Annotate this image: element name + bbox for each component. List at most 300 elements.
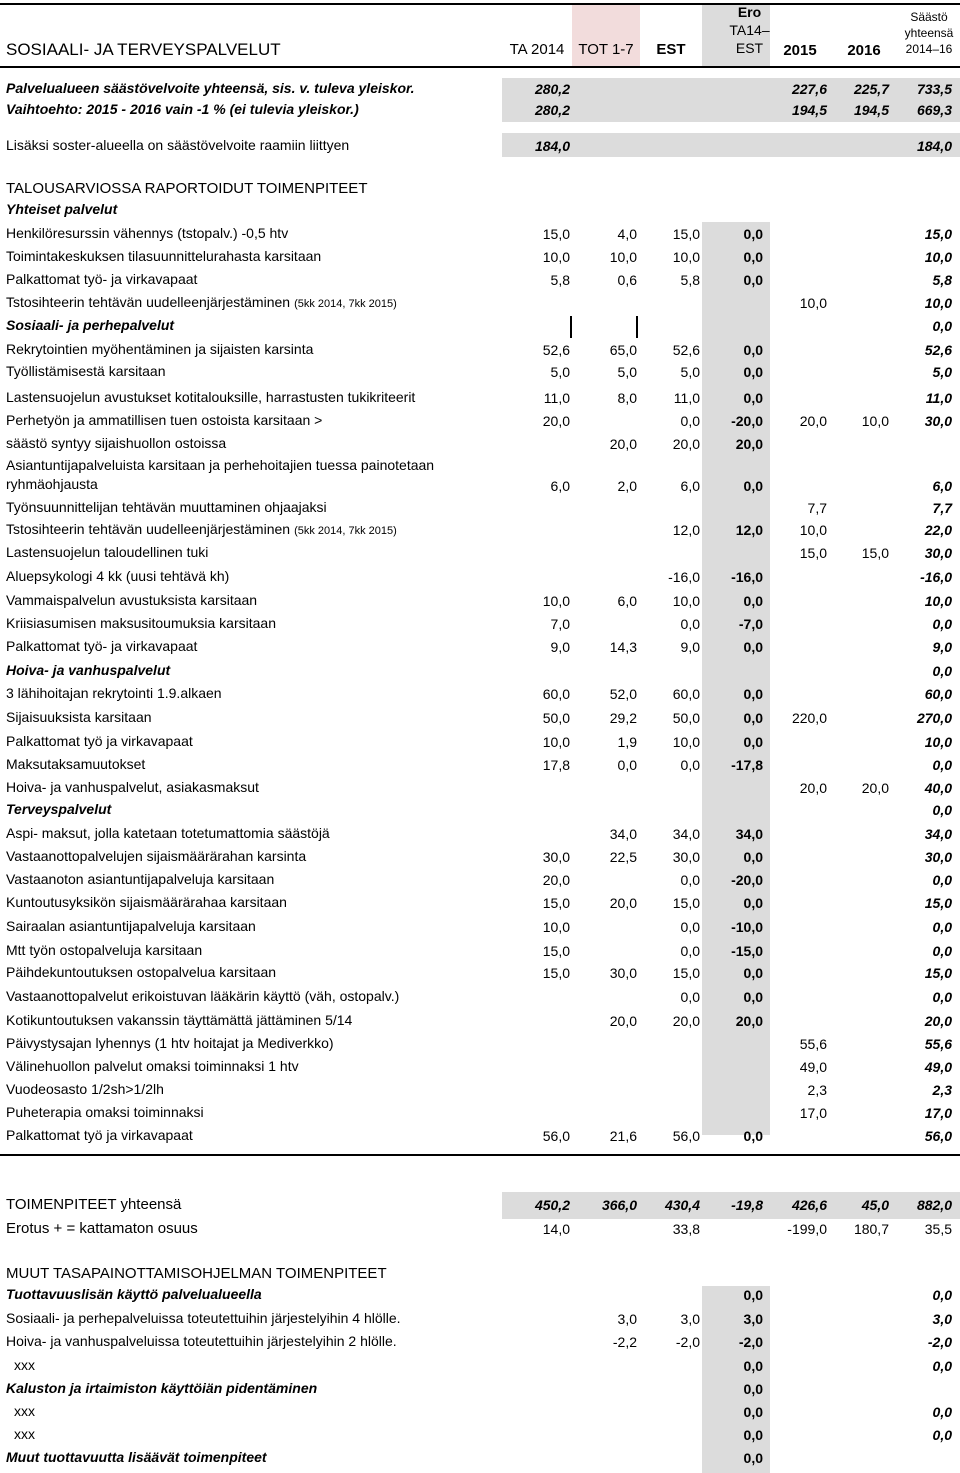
row-label xyxy=(6,137,349,153)
cell-value: 15,0 xyxy=(542,943,570,959)
row-label xyxy=(6,1333,397,1349)
row-label xyxy=(6,709,152,725)
cell-value: 17,8 xyxy=(542,757,570,773)
cell-value: -16,0 xyxy=(731,569,763,585)
cell-value: 5,0 xyxy=(550,364,570,380)
cell-value: 0,0 xyxy=(932,919,952,935)
row-label xyxy=(6,779,259,795)
cell-value: 15,0 xyxy=(924,895,952,911)
table-row xyxy=(0,756,960,776)
row-label xyxy=(6,1265,387,1282)
cell-value: 30,0 xyxy=(672,849,700,865)
row-label-text: Sosiaali- ja perhepalveluissa toteutettuihin järjestelyihin 4 hlölle. xyxy=(6,1310,401,1326)
row-label-text: 3 lähihoitajan rekrytointi 1.9.alkaen xyxy=(6,685,222,701)
row-label xyxy=(6,363,166,379)
table-row xyxy=(0,662,960,682)
row-label-text: Kriisiasumisen maksusitoumuksia karsitaan xyxy=(6,615,276,631)
cell-value: 20,0 xyxy=(735,1013,763,1029)
cell-value: 0,0 xyxy=(680,989,700,1005)
table-row xyxy=(0,271,960,291)
table-row xyxy=(0,894,960,914)
cell-value: 22,0 xyxy=(924,522,952,538)
cell-value: 0,0 xyxy=(743,1128,763,1144)
row-label xyxy=(6,389,415,405)
cell-value: 2,3 xyxy=(807,1082,827,1098)
table-row xyxy=(0,1081,960,1101)
cell-value: 10,0 xyxy=(861,413,889,429)
cell-value: 669,3 xyxy=(916,102,952,118)
cell-value: 0,0 xyxy=(743,226,763,242)
cell-value: 0,0 xyxy=(680,872,700,888)
row-label xyxy=(6,317,174,333)
cell-value: 0,0 xyxy=(680,943,700,959)
row-label-text: säästö syntyy sijaishuollon ostoissa xyxy=(6,435,227,451)
cell-value: 10,0 xyxy=(542,734,570,750)
cell-value: 0,0 xyxy=(932,318,952,334)
cell-value: 33,8 xyxy=(672,1221,700,1237)
cell-value: -2,2 xyxy=(612,1334,637,1350)
cell-value: 7,7 xyxy=(807,500,827,516)
row-label xyxy=(6,685,222,701)
cell-value: 60,0 xyxy=(542,686,570,702)
row-label-text: Tstosihteerin tehtävän uudelleenjärjestäminen xyxy=(6,521,291,537)
table-row xyxy=(0,1357,960,1377)
table-row xyxy=(0,435,960,455)
row-label xyxy=(6,456,506,494)
row-label-text: Perhetyön ja ammatillisen tuen ostoista karsitaan > xyxy=(6,412,323,428)
row-label-text: Kuntoutusyksikön sijaismäärärahaa karsitaan xyxy=(6,894,287,910)
table-row xyxy=(0,848,960,868)
cell-value: 5,0 xyxy=(617,364,637,380)
row-label-text: Terveyspalvelut xyxy=(6,801,112,817)
table-row xyxy=(0,871,960,891)
row-label-text: Rekrytointien myöhentäminen ja sijaisten karsinta xyxy=(6,341,314,357)
cell-value: 30,0 xyxy=(924,413,952,429)
cell-value: 15,0 xyxy=(542,895,570,911)
cell-value: 180,7 xyxy=(853,1221,889,1237)
table-row xyxy=(0,1058,960,1078)
row-label xyxy=(6,1035,334,1051)
cell-value: 225,7 xyxy=(853,81,889,97)
cell-value: 30,0 xyxy=(542,849,570,865)
cell-value: 21,6 xyxy=(609,1128,637,1144)
row-label xyxy=(6,1058,299,1074)
table-row xyxy=(0,389,960,409)
cell-value: -19,8 xyxy=(731,1197,763,1213)
row-label xyxy=(6,80,415,96)
cell-value: 55,6 xyxy=(924,1036,952,1052)
cell-value: 11,0 xyxy=(925,390,952,406)
cell-value: 30,0 xyxy=(609,965,637,981)
row-label xyxy=(6,1012,352,1028)
cell-value: 280,2 xyxy=(534,81,570,97)
row-label-text: Tstosihteerin tehtävän uudelleenjärjestäminen xyxy=(6,294,291,310)
cell-value: 0,6 xyxy=(617,272,637,288)
col-saasto-3: 2014–16 xyxy=(905,42,953,56)
row-label-text: Muut tuottavuutta lisäävät toimenpiteet xyxy=(6,1449,267,1465)
cell-value: 20,0 xyxy=(609,1013,637,1029)
cell-value: 6,0 xyxy=(932,478,952,494)
cell-value: 15,0 xyxy=(542,965,570,981)
row-label xyxy=(6,662,170,678)
cell-value: -2,0 xyxy=(738,1334,763,1350)
table-row xyxy=(0,1449,960,1469)
row-label-text: TALOUSARVIOSSA RAPORTOIDUT TOIMENPITEET xyxy=(6,180,368,197)
table-row xyxy=(0,412,960,432)
cell-value: 12,0 xyxy=(735,522,763,538)
row-label xyxy=(14,1403,35,1419)
row-label xyxy=(6,1104,204,1120)
cell-value: 34,0 xyxy=(672,826,700,842)
row-label xyxy=(14,1426,35,1442)
table-row xyxy=(0,521,960,541)
cell-value: 0,0 xyxy=(680,616,700,632)
row-label xyxy=(6,544,208,560)
cell-value: 366,0 xyxy=(601,1197,637,1213)
cell-value: 52,0 xyxy=(609,686,637,702)
cell-value: 10,0 xyxy=(924,295,952,311)
cell-value: 50,0 xyxy=(672,710,700,726)
cell-value: 55,6 xyxy=(799,1036,827,1052)
section-rule xyxy=(0,1154,960,1156)
col-ero-2: TA14– xyxy=(729,22,770,38)
row-label xyxy=(6,568,229,584)
cell-value: 56,0 xyxy=(542,1128,570,1144)
row-label-text: Vuodeosasto 1/2sh>1/2lh xyxy=(6,1081,164,1097)
row-label-text: Yhteiset palvelut xyxy=(6,201,118,217)
cell-value: 3,0 xyxy=(680,1311,700,1327)
cell-value: 20,0 xyxy=(799,780,827,796)
row-label-text: Kotikuntoutuksen vakanssin täyttämättä jättäminen 5/14 xyxy=(6,1012,353,1028)
cell-value: 20,0 xyxy=(609,895,637,911)
row-label-text: Palvelualueen säästövelvoite yhteensä, sis. v. tuleva yleiskor. xyxy=(6,80,415,96)
row-label xyxy=(6,435,226,451)
cell-value: 10,0 xyxy=(672,249,700,265)
cell-value: 34,0 xyxy=(609,826,637,842)
table-row xyxy=(0,918,960,938)
table-row xyxy=(0,1220,960,1240)
table-row xyxy=(0,942,960,962)
row-label xyxy=(6,638,197,654)
cell-value: 280,2 xyxy=(534,102,570,118)
cell-value: 0,0 xyxy=(743,734,763,750)
cell-value: 194,5 xyxy=(791,102,827,118)
cell-value: 60,0 xyxy=(672,686,700,702)
row-label-note: (5kk 2014, 7kk 2015) xyxy=(294,298,397,310)
row-label xyxy=(6,801,111,817)
cell-value: 450,2 xyxy=(534,1197,570,1213)
cell-value: 8,0 xyxy=(617,390,637,406)
row-label xyxy=(6,1196,181,1213)
cell-value: 0,0 xyxy=(743,364,763,380)
row-label xyxy=(6,1310,401,1326)
row-label-text: Lastensuojelun taloudellinen tuki xyxy=(6,544,209,560)
cell-value: 2,0 xyxy=(617,478,637,494)
row-label xyxy=(6,521,397,537)
cell-value: 9,0 xyxy=(932,639,952,655)
row-label-text: Kaluston ja irtaimiston käyttöiän pidentäminen xyxy=(6,1380,318,1396)
cell-value: -16,0 xyxy=(920,569,952,585)
table-row xyxy=(0,709,960,729)
table-row xyxy=(0,294,960,314)
table-row xyxy=(0,1035,960,1055)
cell-value: 35,5 xyxy=(924,1221,952,1237)
table-row xyxy=(0,363,960,383)
cell-value: -7,0 xyxy=(738,616,763,632)
row-label-text: Sosiaali- ja perhepalvelut xyxy=(6,317,175,333)
cell-value: 0,0 xyxy=(743,1381,763,1397)
table-row xyxy=(0,733,960,753)
row-label xyxy=(6,1127,193,1143)
table-row xyxy=(0,825,960,845)
cell-value: 60,0 xyxy=(924,686,952,702)
cell-value: -10,0 xyxy=(731,919,763,935)
cell-value: 5,0 xyxy=(680,364,700,380)
cell-value: 34,0 xyxy=(735,826,763,842)
table-row xyxy=(0,101,960,121)
table-row xyxy=(0,685,960,705)
cell-value: 14,3 xyxy=(609,639,637,655)
cell-value: 30,0 xyxy=(924,849,952,865)
cell-value: 30,0 xyxy=(924,545,952,561)
row-label xyxy=(6,1081,164,1097)
cell-value: 15,0 xyxy=(924,226,952,242)
row-label-text: xxx xyxy=(14,1403,35,1419)
cell-value: -20,0 xyxy=(731,872,763,888)
cell-value: 5,8 xyxy=(680,272,700,288)
row-label xyxy=(6,964,276,980)
cell-value: 5,8 xyxy=(932,272,952,288)
col-tot: TOT 1-7 xyxy=(578,41,634,58)
row-label-text: Palkattomat työ ja virkavapaat xyxy=(6,1127,193,1143)
row-label-text: Hoiva- ja vanhuspalvelut, asiakasmaksut xyxy=(6,779,259,795)
cell-value: 6,0 xyxy=(550,478,570,494)
cell-value: 5,8 xyxy=(550,272,570,288)
row-label-text: Aspi- maksut, jolla katetaan totetumattomia säästöjä xyxy=(6,825,330,841)
cell-value: 0,0 xyxy=(932,1404,952,1420)
cell-value: 15,0 xyxy=(672,965,700,981)
row-label-text: Päihdekuntoutuksen ostopalvelua karsitaan xyxy=(6,964,277,980)
row-label-text: Hoiva- ja vanhuspalvelut xyxy=(6,662,171,678)
row-label-text: Vaihtoehto: 2015 - 2016 vain -1 % (ei tulevia yleiskor.) xyxy=(6,101,359,117)
cell-value: 45,0 xyxy=(861,1197,889,1213)
cell-value: 10,0 xyxy=(799,295,827,311)
col-saasto-2: yhteensä xyxy=(904,26,954,40)
row-label-text: Sairaalan asiantuntijapalveluja karsitaan xyxy=(6,918,256,934)
row-label-text: Lastensuojelun avustukset kotitalouksille, harrastusten tukikriteerit xyxy=(6,389,416,405)
table-row xyxy=(0,248,960,268)
cell-value: 9,0 xyxy=(680,639,700,655)
cell-value: 10,0 xyxy=(672,734,700,750)
table-row xyxy=(0,180,960,200)
cell-value: 0,0 xyxy=(932,1427,952,1443)
cell-value: 52,6 xyxy=(542,342,570,358)
cell-value: 0,0 xyxy=(743,342,763,358)
cell-value: 20,0 xyxy=(672,1013,700,1029)
cell-value: 20,0 xyxy=(672,436,700,452)
table-row xyxy=(0,1403,960,1423)
row-label xyxy=(6,271,197,287)
row-label xyxy=(6,1449,267,1465)
row-label-text: Päivystysajan lyhennys (1 htv hoitajat ja Mediverkko) xyxy=(6,1035,334,1051)
table-row xyxy=(0,779,960,799)
cell-value: 20,0 xyxy=(542,872,570,888)
row-label-text: Työnsuunnittelijan tehtävän muuttaminen ohjaajaksi xyxy=(6,499,327,515)
row-label xyxy=(6,341,313,357)
cell-value: 0,0 xyxy=(932,1287,952,1303)
cell-value: 34,0 xyxy=(924,826,952,842)
row-label xyxy=(6,225,288,241)
cell-value: 10,0 xyxy=(609,249,637,265)
col-est: EST xyxy=(656,41,686,58)
cell-value: 0,0 xyxy=(743,478,763,494)
cell-value: 15,0 xyxy=(672,895,700,911)
table-row xyxy=(0,615,960,635)
cell-value: 3,0 xyxy=(743,1311,763,1327)
row-label xyxy=(6,592,257,608)
cell-value: 0,0 xyxy=(743,593,763,609)
cell-value: 2,3 xyxy=(932,1082,952,1098)
row-label xyxy=(14,1357,35,1373)
row-label-text: Välinehuollon palvelut omaksi toiminnaksi 1 htv xyxy=(6,1058,299,1074)
row-label xyxy=(6,848,306,864)
row-label xyxy=(6,942,202,958)
row-label-text: Tuottavuuslisän käyttö palvelualueella xyxy=(6,1286,262,1302)
cell-value: -17,8 xyxy=(731,757,763,773)
row-label-text: TOIMENPITEET yhteensä xyxy=(6,1196,182,1213)
row-label xyxy=(6,1380,317,1396)
table-row xyxy=(0,1012,960,1032)
cell-value: 6,0 xyxy=(617,593,637,609)
cell-value: 0,0 xyxy=(932,757,952,773)
row-label xyxy=(6,988,399,1004)
row-label-text: Palkattomat työ- ja virkavapaat xyxy=(6,638,198,654)
row-label-text: Vastaanottopalvelut erikoistuvan lääkärin käyttö (väh, ostopalv.) xyxy=(6,988,400,1004)
row-label xyxy=(6,894,287,910)
cell-value: 15,0 xyxy=(924,965,952,981)
row-label xyxy=(6,248,321,264)
cell-value: -15,0 xyxy=(731,943,763,959)
cell-value: 56,0 xyxy=(924,1128,952,1144)
table-row xyxy=(0,201,960,221)
cell-value: 0,0 xyxy=(680,757,700,773)
cell-value: 0,0 xyxy=(743,965,763,981)
table-row xyxy=(0,1380,960,1400)
cell-value: 17,0 xyxy=(924,1105,952,1121)
cell-value: 270,0 xyxy=(916,710,952,726)
table-row xyxy=(0,457,960,494)
row-label-text: Sijaisuuksista karsitaan xyxy=(6,709,152,725)
row-label xyxy=(6,412,322,428)
cell-value: 0,0 xyxy=(743,272,763,288)
cell-value: 10,0 xyxy=(924,249,952,265)
cell-value: 0,0 xyxy=(743,249,763,265)
cell-value: 0,0 xyxy=(743,1427,763,1443)
row-label xyxy=(6,294,397,310)
row-label-text: Palkattomat työ ja virkavapaat xyxy=(6,733,193,749)
cell-value: 194,5 xyxy=(853,102,889,118)
row-label-text: Lisäksi soster-alueella on säästövelvoite raamiin liittyen xyxy=(6,137,350,153)
cell-value: 49,0 xyxy=(924,1059,952,1075)
cell-value: 20,0 xyxy=(861,780,889,796)
table-row xyxy=(0,544,960,564)
row-label xyxy=(6,756,145,772)
cell-value: 184,0 xyxy=(916,138,952,154)
cell-value: 0,0 xyxy=(932,802,952,818)
cell-value: 56,0 xyxy=(672,1128,700,1144)
row-label-text: xxx xyxy=(14,1357,35,1373)
cell-value: -20,0 xyxy=(731,413,763,429)
cell-value: 426,6 xyxy=(791,1197,827,1213)
cell-value: 220,0 xyxy=(791,710,827,726)
cell-value: 0,0 xyxy=(743,895,763,911)
cell-value: 4,0 xyxy=(617,226,637,242)
cell-value: 0,0 xyxy=(932,872,952,888)
table-row xyxy=(0,1265,960,1285)
table-row xyxy=(0,1310,960,1330)
cell-value: 882,0 xyxy=(916,1197,952,1213)
table-row xyxy=(0,801,960,821)
cell-value: 15,0 xyxy=(672,226,700,242)
cell-value: 0,0 xyxy=(743,390,763,406)
cell-value: 0,0 xyxy=(743,639,763,655)
row-label-text: Maksutaksamuutokset xyxy=(6,756,146,772)
col-ta2014: TA 2014 xyxy=(509,41,565,58)
table-row xyxy=(0,1127,960,1147)
row-label-text: MUUT TASAPAINOTTAMISOHJELMAN TOIMENPITEET xyxy=(6,1265,387,1282)
cell-value: 227,6 xyxy=(791,81,827,97)
cell-value: 0,0 xyxy=(932,616,952,632)
row-label-text: Erotus + = kattamaton osuus xyxy=(6,1220,198,1237)
row-label-note: (5kk 2014, 7kk 2015) xyxy=(294,525,397,537)
cell-value: 184,0 xyxy=(534,138,570,154)
table-row xyxy=(0,80,960,100)
table-header xyxy=(0,0,960,66)
cell-value: 1,9 xyxy=(617,734,637,750)
page-title: SOSIAALI- JA TERVEYSPALVELUT xyxy=(6,40,281,59)
row-label xyxy=(6,825,330,841)
cell-value: 50,0 xyxy=(542,710,570,726)
table-row xyxy=(0,317,960,337)
col-2015: 2015 xyxy=(783,42,817,59)
cell-value: 3,0 xyxy=(932,1311,952,1327)
cell-value: -199,0 xyxy=(787,1221,827,1237)
table-row xyxy=(0,137,960,157)
cell-value: 65,0 xyxy=(609,342,637,358)
cell-value: 10,0 xyxy=(542,249,570,265)
cell-value: 15,0 xyxy=(861,545,889,561)
row-label-text: Henkilöresurssin vähennys (tstopalv.) -0,5 htv xyxy=(6,225,289,241)
cell-value: 0,0 xyxy=(932,943,952,959)
cell-value: 10,0 xyxy=(924,734,952,750)
row-label xyxy=(6,871,274,887)
row-label-text: Vastaanoton asiantuntijapalveluja karsitaan xyxy=(6,871,275,887)
cell-value: -2,0 xyxy=(927,1334,952,1350)
row-label xyxy=(6,201,117,217)
row-label-text: Toimintakeskuksen tilasuunnittelurahasta karsitaan xyxy=(6,248,322,264)
row-label xyxy=(6,733,193,749)
row-label-text: Mtt työn ostopalveluja karsitaan xyxy=(6,942,203,958)
cell-value: 10,0 xyxy=(542,593,570,609)
cell-value: 22,5 xyxy=(609,849,637,865)
cell-value: -2,0 xyxy=(675,1334,700,1350)
cell-value: 0,0 xyxy=(932,663,952,679)
table-row xyxy=(0,1333,960,1353)
row-label xyxy=(6,1286,262,1302)
row-label xyxy=(6,615,276,631)
cell-value: 20,0 xyxy=(924,1013,952,1029)
cell-value: 430,4 xyxy=(664,1197,700,1213)
